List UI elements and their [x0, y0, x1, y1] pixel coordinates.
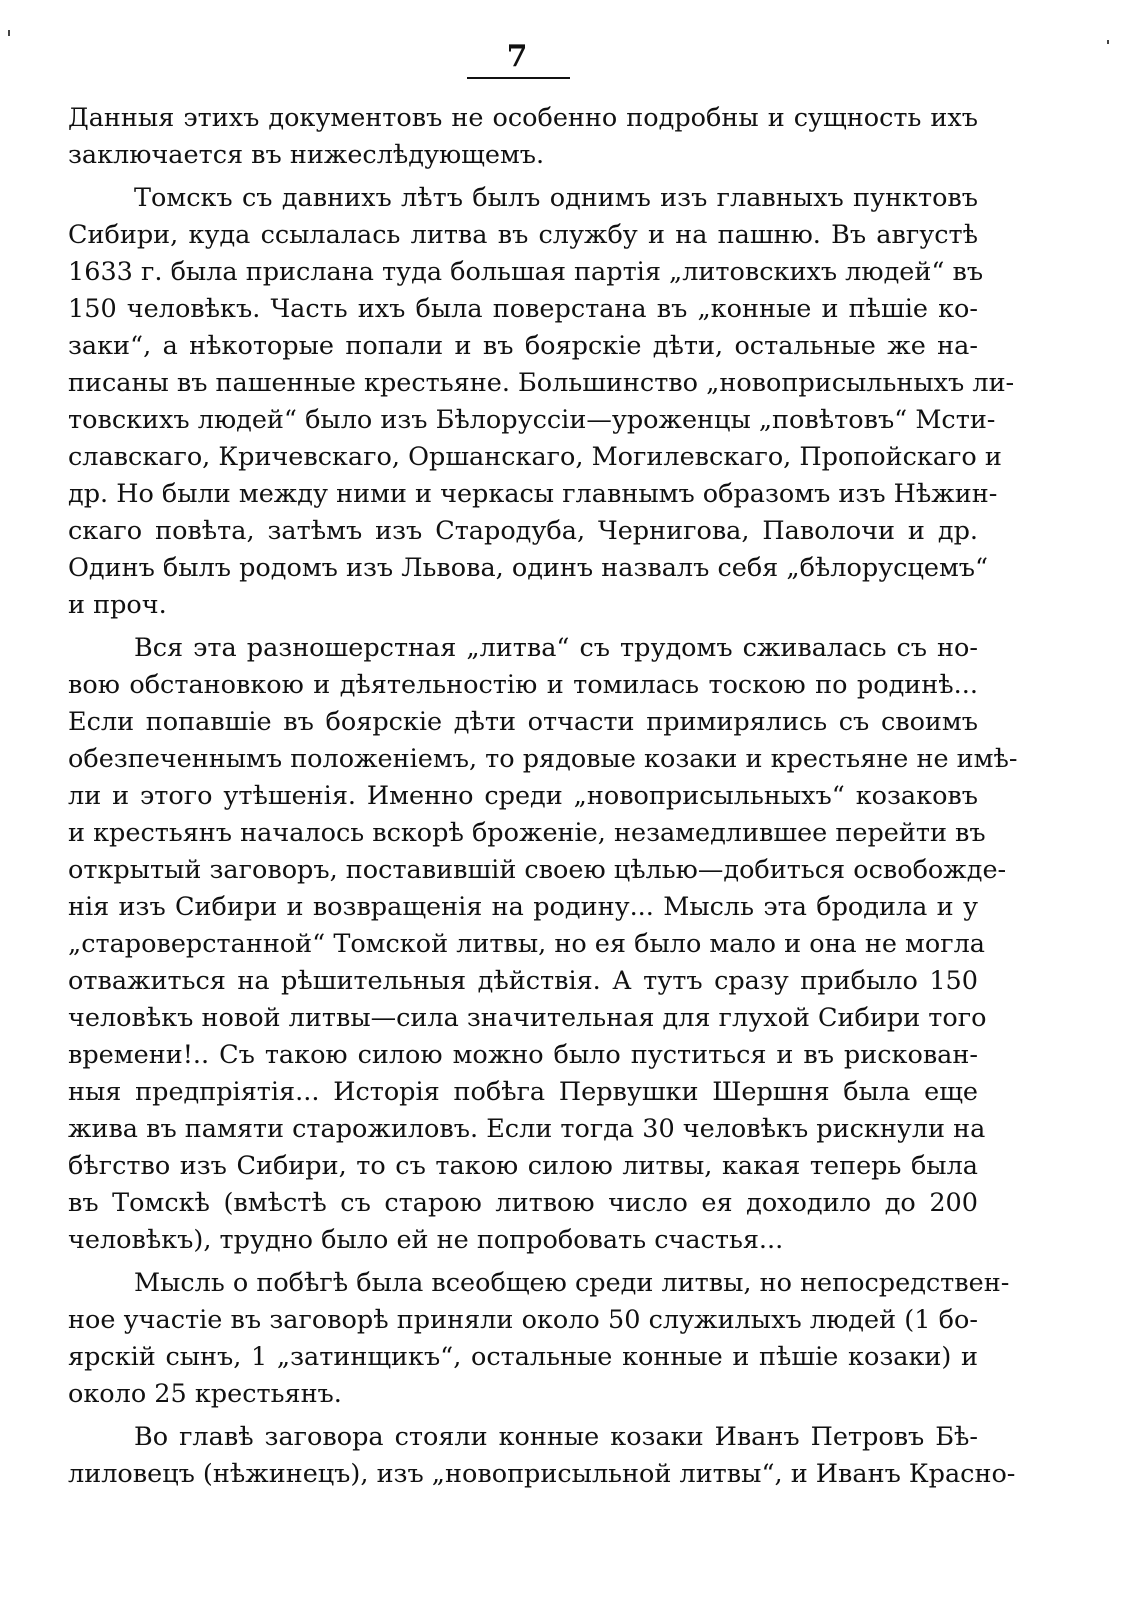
text-line: славскаго, Кричевскаго, Оршанскаго, Могилевскаго, Пропойскаго и [68, 442, 1002, 472]
body-text [68, 100, 1018, 1493]
scan-mark [1107, 40, 1109, 44]
text-line: открытый заговоръ, поставившій своею цѣлью—добиться освобожде- [68, 855, 1007, 885]
text-line: др. Но были между ними и черкасы главнымъ образомъ изъ Нѣжин- [68, 479, 998, 509]
text-line: Если попавшіе въ боярскіе дѣти отчасти примирялись съ своимъ [68, 707, 978, 737]
text-line: нія изъ Сибири и возвращенія на родину... Мысль эта бродила и у [68, 892, 978, 922]
paragraph [68, 180, 1015, 624]
text-line: Томскъ съ давнихъ лѣтъ былъ однимъ изъ главныхъ пунктовъ [134, 183, 978, 213]
text-line: и проч. [68, 590, 167, 620]
text-line: ярскій сынъ, 1 „затинщикъ“, остальные конные и пѣшіе козаки) и [68, 1342, 978, 1372]
text-line: жива въ памяти старожиловъ. Если тогда 30 человѣкъ рискнули на [68, 1114, 986, 1144]
text-line: Мысль о побѣгѣ была всеобщею среди литвы, но непосредствен- [134, 1268, 1010, 1298]
text-line: 150 человѣкъ. Часть ихъ была поверстана въ „конные и пѣшіе ко- [68, 294, 978, 324]
paragraph [68, 630, 1018, 1259]
text-line: около 25 крестьянъ. [68, 1379, 342, 1409]
text-line: Вся эта разношерстная „литва“ съ трудомъ сживалась съ но- [134, 633, 978, 663]
text-line: Одинъ былъ родомъ изъ Львова, одинъ назвалъ себя „бѣлорусцемъ“ [68, 553, 989, 583]
text-line: человѣкъ), трудно было ей не попробовать счастья... [68, 1225, 784, 1255]
text-line: времени!.. Съ такою силою можно было пуститься и въ рискован- [68, 1040, 978, 1070]
text-line: и крестьянъ началось вскорѣ броженіе, незамедлившее перейти въ [68, 818, 986, 848]
text-line: отважиться на рѣшительныя дѣйствія. А тутъ сразу прибыло 150 [68, 966, 978, 996]
scan-mark [8, 30, 10, 36]
text-line: Данныя этихъ документовъ не особенно подробны и сущность ихъ [68, 103, 978, 133]
text-line: товскихъ людей“ было изъ Бѣлоруссіи—уроженцы „повѣтовъ“ Мсти- [68, 405, 996, 435]
text-line: Во главѣ заговора стояли конные козаки Иванъ Петровъ Бѣ- [134, 1422, 978, 1452]
text-line: скаго повѣта, затѣмъ изъ Стародуба, Чернигова, Паволочи и др. [68, 516, 978, 546]
text-line: ли и этого утѣшенія. Именно среди „новоприсыльныхъ“ козаковъ [68, 781, 978, 811]
text-line: ныя предпріятія... Исторія побѣга Первушки Шершня была еще [68, 1077, 978, 1107]
text-line: ное участіе въ заговорѣ приняли около 50 служилыхъ людей (1 бо- [68, 1305, 978, 1335]
paragraph [68, 1265, 1010, 1413]
text-line: Сибири, куда ссылалась литва въ службу и на пашню. Въ августѣ [68, 220, 978, 250]
text-line: бѣгство изъ Сибири, то съ такою силою литвы, какая теперь была [68, 1151, 978, 1181]
text-line: писаны въ пашенные крестьяне. Большинство „новоприсыльныхъ ли- [68, 368, 1015, 398]
text-line: заключается въ нижеслѣдующемъ. [68, 140, 545, 170]
text-line: человѣкъ новой литвы—сила значительная для глухой Сибири того [68, 1003, 987, 1033]
text-line: 1633 г. была прислана туда большая партія „литовскихъ людей“ въ [68, 257, 984, 287]
text-line: въ Томскѣ (вмѣстѣ съ старою литвою число ея доходило до 200 [68, 1188, 978, 1218]
text-line: заки“, а нѣкоторые попали и въ боярскіе дѣти, остальные же на- [68, 331, 978, 361]
paragraph [68, 100, 978, 174]
paragraph [68, 1419, 1016, 1493]
text-line: „староверстанной“ Томской литвы, но ея было мало и она не могла [68, 929, 985, 959]
page-number-rule [467, 77, 570, 79]
page-number: 7 [506, 39, 528, 74]
text-line: лиловецъ (нѣжинецъ), изъ „новоприсыльной литвы“, и Иванъ Красно- [68, 1459, 1016, 1489]
text-line: обезпеченнымъ положеніемъ, то рядовые козаки и крестьяне не имѣ- [68, 744, 1018, 774]
text-line: вою обстановкою и дѣятельностію и томилась тоскою по родинѣ... [68, 670, 978, 700]
